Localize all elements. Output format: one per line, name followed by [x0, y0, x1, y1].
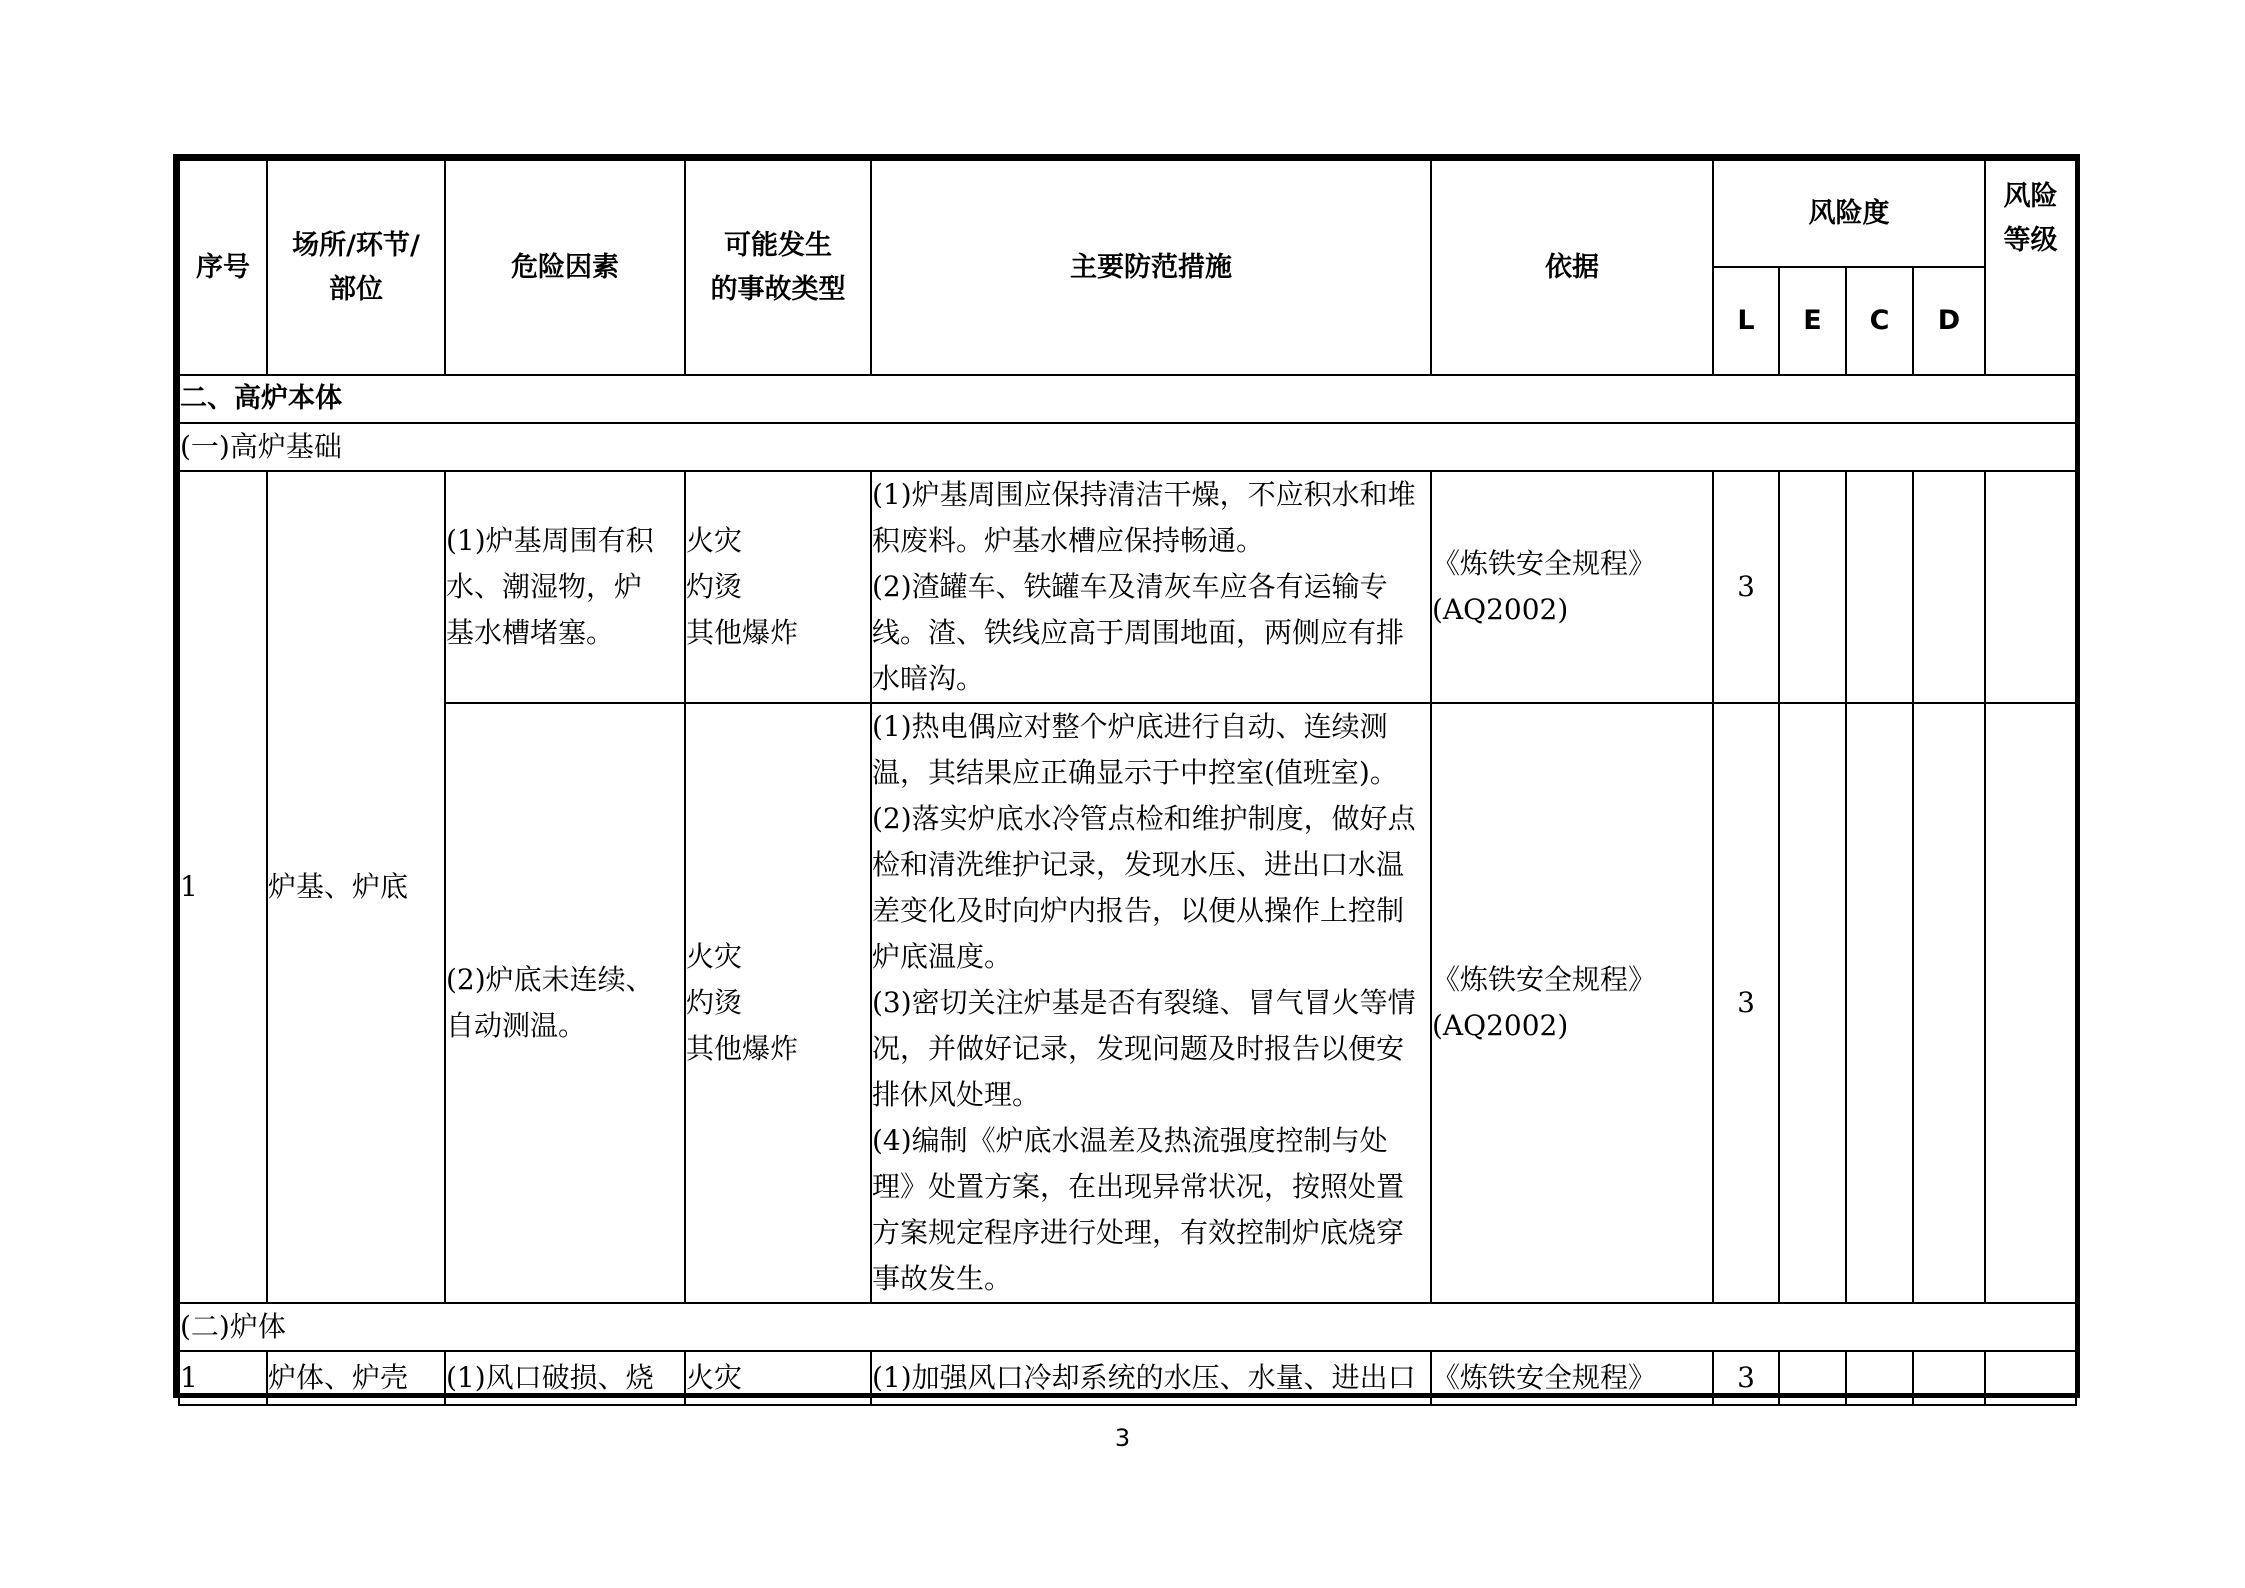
page-number: 3 — [1114, 1424, 1131, 1452]
header-e: E — [1779, 267, 1846, 375]
basis-cell: 《炼铁安全规程》 (AQ2002) — [1431, 703, 1713, 1303]
c-value — [1846, 471, 1913, 703]
header-risk-level: 风险 等级 — [1985, 160, 2076, 375]
table-row — [179, 1351, 2076, 1405]
header-basis: 依据 — [1431, 160, 1713, 375]
d-value — [1913, 471, 1985, 703]
hazard-cell: (1)风口破损、烧 — [445, 1351, 685, 1405]
basis-cell: 《炼铁安全规程》 — [1431, 1351, 1713, 1405]
location-cell: 炉基、炉底 — [267, 471, 445, 1303]
hazard-cell: (1)炉基周围有积 水、潮湿物，炉 基水槽堵塞。 — [445, 471, 685, 703]
table-header — [179, 160, 2076, 375]
basis-cell: 《炼铁安全规程》 (AQ2002) — [1431, 471, 1713, 703]
header-hazard: 危险因素 — [445, 160, 685, 375]
header-measures: 主要防范措施 — [871, 160, 1431, 375]
row-number: 1 — [179, 1351, 267, 1405]
section-row — [179, 375, 2076, 423]
measures-cell: (1)加强风口冷却系统的水压、水量、进出口 — [871, 1351, 1431, 1405]
hazard-cell: (2)炉底未连续、 自动测温。 — [445, 703, 685, 1303]
risk-assessment-table — [178, 159, 2077, 1406]
e-value — [1779, 703, 1846, 1303]
location-cell: 炉体、炉壳 — [267, 1351, 445, 1405]
header-risk-degree: 风险度 — [1713, 160, 1985, 267]
risk-level-value — [1985, 1351, 2076, 1405]
measures-cell: (1)热电偶应对整个炉底进行自动、连续测 温，其结果应正确显示于中控室(值班室)。 (2)落实炉底水冷管点检和维护制度，做好点 检和清洗维护记录，发现水压、进出口水温 差变化及时向炉内报告，以便从操作上控制 炉底温度。 (3)密切关注炉基是否有裂缝、冒气冒火等情 况，并做好记录，发现问题及时报告以便安 排休风处理。 (4)编制《炉底水温差及热流强度控制与处 理》处置方案，在出现异常状况，按照处置 方案规定程序进行处理，有效控制炉底烧穿 事故发生。 — [871, 703, 1431, 1303]
l-value: 3 — [1713, 703, 1779, 1303]
header-location: 场所/环节/ 部位 — [267, 160, 445, 375]
accident-type-cell: 火灾 灼烫 其他爆炸 — [685, 471, 871, 703]
e-value — [1779, 1351, 1846, 1405]
accident-type-cell: 火灾 — [685, 1351, 871, 1405]
header-d: D — [1913, 267, 1985, 375]
subsection-title: (一)高炉基础 — [179, 423, 2076, 471]
subsection-row — [179, 1303, 2076, 1351]
risk-level-value — [1985, 471, 2076, 703]
c-value — [1846, 1351, 1913, 1405]
subsection-title: (二)炉体 — [179, 1303, 2076, 1351]
l-value: 3 — [1713, 1351, 1779, 1405]
accident-type-cell: 火灾 灼烫 其他爆炸 — [685, 703, 871, 1303]
e-value — [1779, 471, 1846, 703]
table-row — [179, 471, 2076, 703]
table-row — [179, 703, 2076, 1303]
d-value — [1913, 1351, 1985, 1405]
measures-cell: (1)炉基周围应保持清洁干燥，不应积水和堆 积废料。炉基水槽应保持畅通。 (2)渣罐车、铁罐车及清灰车应各有运输专 线。渣、铁线应高于周围地面，两侧应有排 水暗沟。 — [871, 471, 1431, 703]
header-c: C — [1846, 267, 1913, 375]
c-value — [1846, 703, 1913, 1303]
risk-level-value — [1985, 703, 2076, 1303]
l-value: 3 — [1713, 471, 1779, 703]
header-l: L — [1713, 267, 1779, 375]
header-accident-type: 可能发生 的事故类型 — [685, 160, 871, 375]
section-title: 二、高炉本体 — [179, 375, 2076, 423]
row-number: 1 — [179, 471, 267, 1303]
header-no: 序号 — [179, 160, 267, 375]
subsection-row — [179, 423, 2076, 471]
d-value — [1913, 703, 1985, 1303]
